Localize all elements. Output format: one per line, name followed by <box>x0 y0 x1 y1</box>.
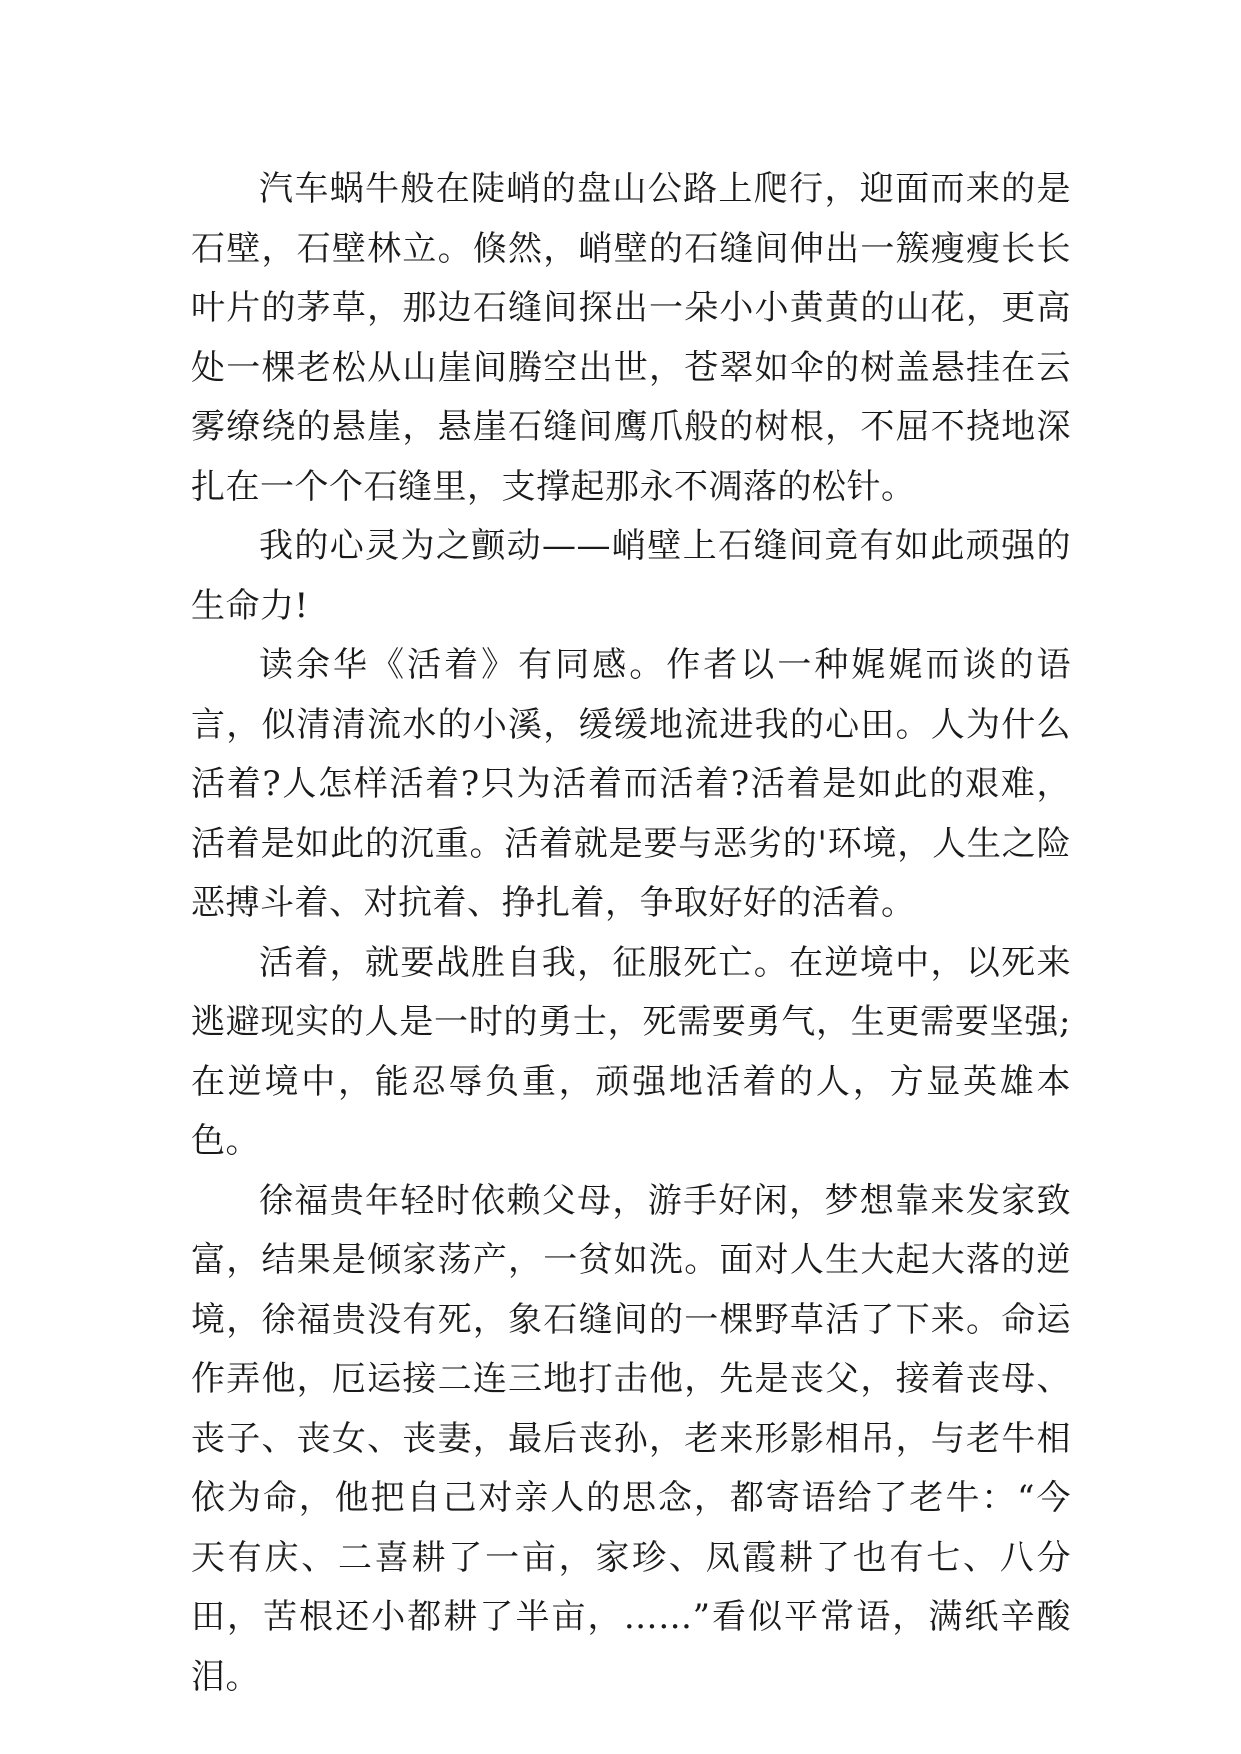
paragraph-5: 徐福贵年轻时依赖父母，游手好闲，梦想靠来发家致富，结果是倾家荡产，一贫如洗。面对人生大起大落的逆境，徐福贵没有死，象石缝间的一棵野草活了下来。命运作弄他，厄运接二连三地打击他，先是丧父，接着丧母、丧子、丧女、丧妻，最后丧孙，老来形影相吊，与老牛相依为命，他把自己对亲人的思念，都寄语给了老牛：“今天有庆、二喜耕了一亩，家珍、凤霞耕了也有七、八分田，苦根还小都耕了半亩，……”看似平常语，满纸辛酸泪。 <box>191 1180 1071 1697</box>
paragraph-1: 汽车蜗牛般在陡峭的盘山公路上爬行，迎面而来的是石壁，石壁林立。倏然，峭壁的石缝间伸出一簇瘦瘦长长叶片的茅草，那边石缝间探出一朵小小黄黄的山花，更高处一棵老松从山崖间腾空出世，苍翠如伞的树盖悬挂在云雾缭绕的悬崖，悬崖石缝间鹰爪般的树根，不屈不挠地深扎在一个个石缝里，支撑起那永不凋落的松针。 <box>191 169 1071 507</box>
paragraph-2: 我的心灵为之颤动——峭壁上石缝间竟有如此顽强的生命力! <box>191 526 1071 626</box>
body-text <box>191 160 1071 1707</box>
paragraph-4: 活着，就要战胜自我，征服死亡。在逆境中，以死来逃避现实的人是一时的勇士，死需要勇气，生更需要坚强;在逆境中，能忍辱负重，顽强地活着的人，方显英雄本色。 <box>191 942 1071 1161</box>
paragraph-3: 读余华《活着》有同感。作者以一种娓娓而谈的语言，似清清流水的小溪，缓缓地流进我的心田。人为什么活着?人怎样活着?只为活着而活着?活着是如此的艰难，活着是如此的沉重。活着就是要与恶劣的'环境，人生之险恶搏斗着、对抗着、挣扎着，争取好好的活着。 <box>191 645 1071 923</box>
